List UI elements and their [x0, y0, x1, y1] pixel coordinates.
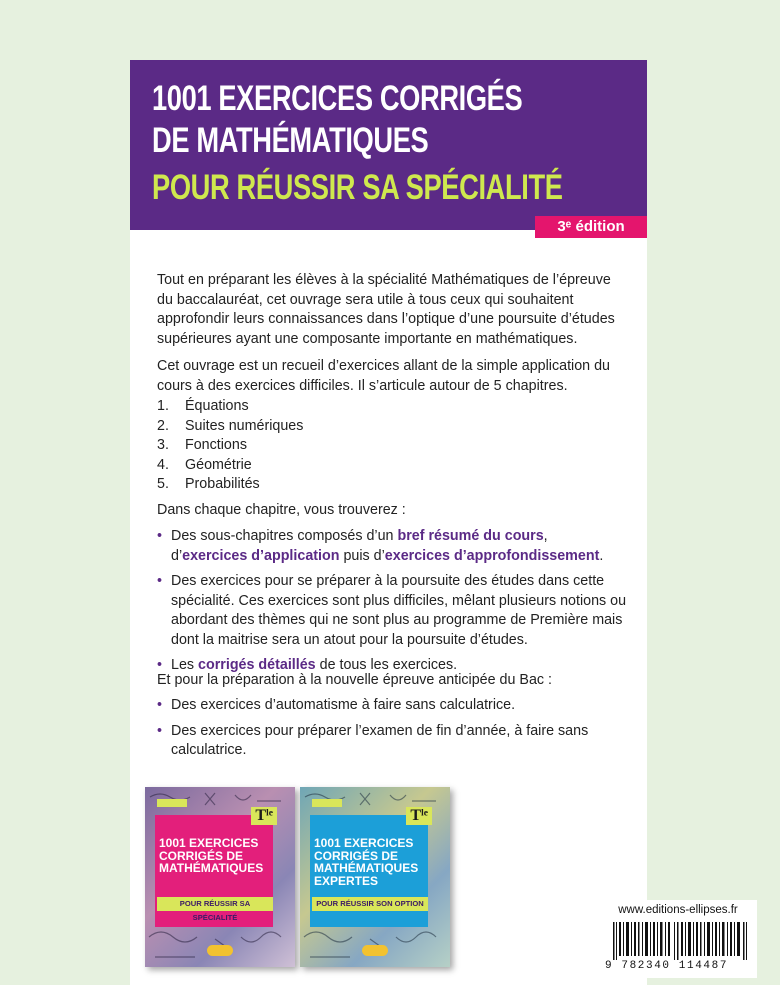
book-title: 1001 EXERCICES CORRIGÉS DE MATHÉMATIQUES EXPERTES: [314, 836, 419, 888]
list-item: • Des sous-chapitres composés d’un bref résumé du cours, d’exercices d’application puis d’exercices d’approfondissement.: [157, 527, 627, 566]
book-title: 1001 EXERCICES CORRIGÉS DE MATHÉMATIQUES: [159, 836, 264, 875]
publisher-logo: [207, 945, 233, 956]
book-subtitle: POUR RÉUSSIR SA SPÉCIALITÉ: [157, 897, 273, 911]
bac-intro: Et pour la préparation à la nouvelle épreuve anticipée du Bac :: [157, 672, 553, 688]
barcode: [613, 922, 749, 960]
title-line-1: 1001 EXERCICES CORRIGÉS: [152, 79, 523, 118]
title-line-2: DE MATHÉMATIQUES: [152, 121, 429, 160]
recueil-paragraph: Cet ouvrage est un recueil d’exercices allant de la simple application du cours à des exercices difficiles. Il s’articule autour de 5 chapitres.: [157, 358, 610, 394]
grade-label: Tˡᵉ: [251, 807, 277, 825]
chapter-list: [157, 397, 303, 495]
chapter-item: 2. Suites numériques: [157, 417, 304, 434]
badge-stripe: [157, 799, 187, 807]
book-subtitle: POUR RÉUSSIR SON OPTION: [312, 897, 428, 911]
list-item: • Les corrigés détaillés de tous les exercices.: [157, 656, 627, 676]
list-item: • Des exercices d’automatisme à faire sans calculatrice.: [157, 696, 627, 716]
chapter-contents-intro: Dans chaque chapitre, vous trouverez :: [157, 502, 406, 518]
publisher-url: www.editions-ellipses.fr: [618, 904, 738, 916]
chapter-item: 1. Équations: [157, 398, 249, 414]
list-item: • Des exercices pour se préparer à la poursuite des études dans cette spécialité. Ces exercices sont plus difficiles, mêlant plusieurs notions ou abordant des thèmes qui ne sont plus au programme de Première mais dont la maitrise sera un atout pour la poursuite d’études.: [157, 572, 627, 650]
list-item: • Des exercices pour préparer l’examen de fin d’année, à faire sans calculatrice.: [157, 722, 627, 761]
badge-stripe: [312, 799, 342, 807]
chapter-contents-list: [157, 527, 627, 682]
chapter-item: 3. Fonctions: [157, 437, 247, 454]
chapter-item: 4. Géométrie: [157, 456, 252, 473]
intro-paragraph: Tout en préparant les élèves à la spécialité Mathématiques de l’épreuve du baccalauréat, cet ouvrage sera utile à tous ceux qui souhaitent approfondir leurs connaissances dans l’optique d’une poursuite d’études supérieures ayant une composante importante en mathématiques.: [157, 272, 615, 347]
chapter-item: 5. Probabilités: [157, 476, 260, 493]
isbn-number: 9 782340 114487: [605, 960, 729, 972]
book-cover-specialite: [145, 787, 295, 967]
bac-list: [157, 696, 627, 767]
book-cover-expertes: [300, 787, 450, 967]
grade-label: Tˡᵉ: [406, 807, 432, 825]
publisher-logo: [362, 945, 388, 956]
edition-badge: 3ᵉ édition: [535, 216, 647, 238]
barcode-box: [599, 900, 757, 978]
title-line-3: POUR RÉUSSIR SA SPÉCIALITÉ: [152, 168, 563, 207]
